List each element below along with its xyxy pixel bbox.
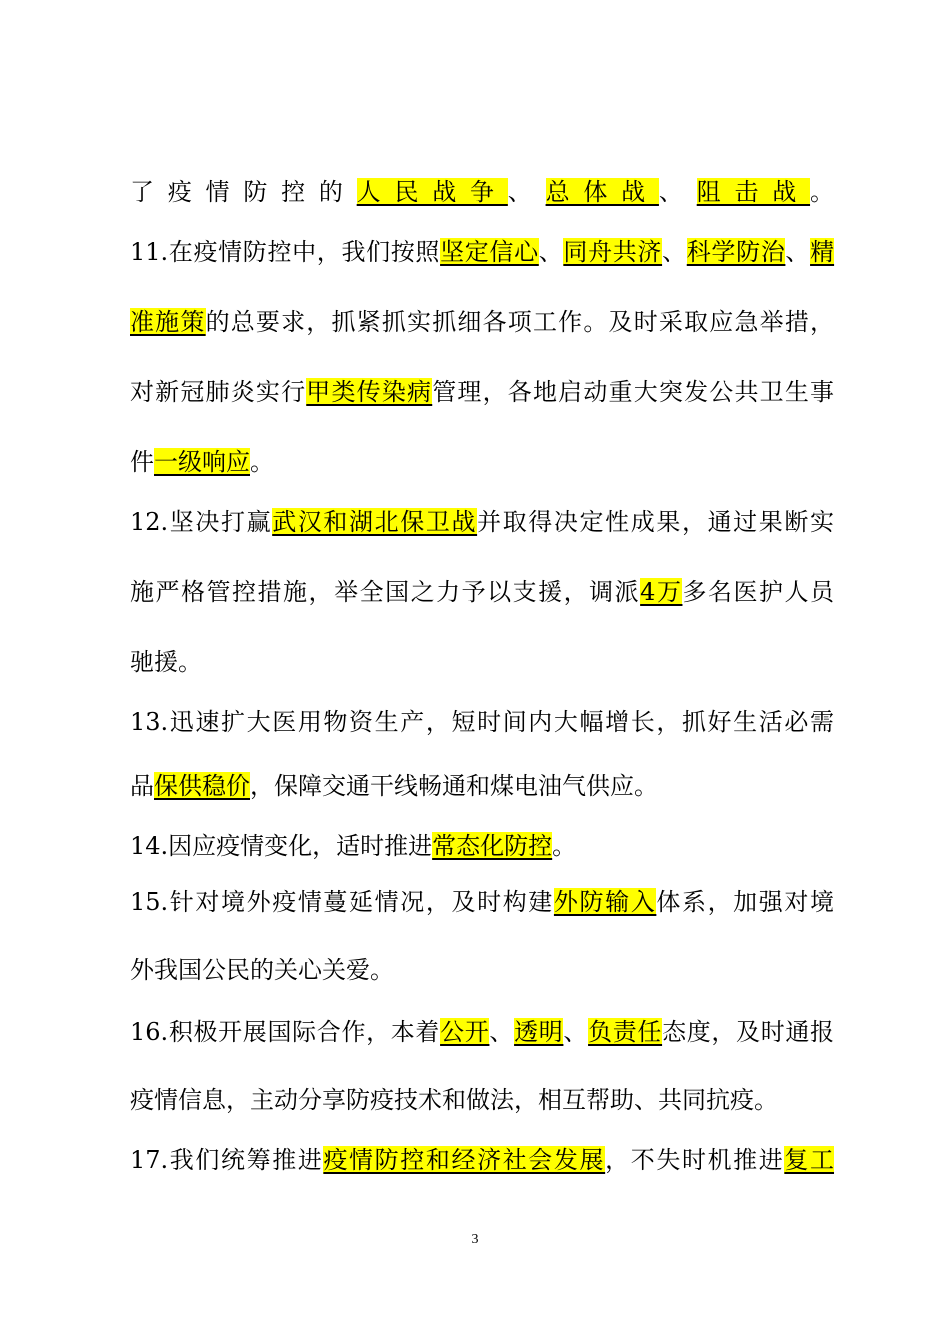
highlighted-keyword: 坚定信心 [440, 238, 539, 266]
text-span: ，不失时机推进 [605, 1146, 785, 1174]
highlighted-keyword: 公开 [440, 1018, 490, 1046]
text-span: 态度，及时通报 [662, 1018, 835, 1046]
text-span: 体系，加强对境 [656, 888, 835, 916]
text-span: 。 [250, 448, 274, 476]
text-line [130, 642, 834, 682]
highlighted-keyword: 保供稳价 [154, 772, 250, 800]
page-number: 3 [471, 1232, 479, 1247]
text-line [130, 950, 834, 990]
highlighted-keyword: 一级响应 [154, 448, 250, 476]
text-span: 的总要求，抓紧抓实抓细各项工作。及时采取应急举措， [205, 308, 835, 336]
text-line [130, 442, 834, 482]
text-span: 11.在疫情防控中，我们按照 [130, 238, 441, 266]
text-span: 、 [563, 1018, 589, 1046]
highlighted-keyword: 准施策 [130, 308, 206, 336]
highlighted-keyword: 精 [810, 238, 835, 266]
text-span: 。 [552, 832, 577, 860]
text-line [130, 766, 834, 806]
text-span: ，保障交通干线畅通和煤电油气供应。 [250, 772, 658, 800]
text-line [130, 232, 834, 272]
text-line [130, 702, 834, 742]
highlighted-keyword: 阻击战 [696, 178, 811, 206]
text-span: 了疫情防控的 [130, 178, 357, 206]
text-span: 、 [785, 238, 811, 266]
text-line [130, 302, 834, 342]
text-line [130, 172, 834, 212]
highlighted-keyword: 疫情防控和经济社会发展 [323, 1146, 606, 1174]
text-span: 。 [810, 178, 835, 206]
text-span: 、 [662, 238, 687, 266]
highlighted-keyword: 负责任 [588, 1018, 663, 1046]
text-span: 、 [507, 178, 546, 206]
text-line [130, 1080, 834, 1120]
text-span: 15.针对境外疫情蔓延情况，及时构建 [130, 888, 554, 916]
text-line [130, 1012, 834, 1052]
text-span: 、 [538, 238, 564, 266]
text-line [130, 502, 834, 542]
text-span: 对新冠肺炎实行 [130, 378, 307, 406]
text-line [130, 826, 834, 866]
highlighted-keyword: 同舟共济 [563, 238, 663, 266]
text-span: 品 [130, 772, 154, 800]
text-span: 件 [130, 448, 154, 476]
text-span: 、 [489, 1018, 515, 1046]
text-span: 12.坚决打赢 [130, 508, 273, 536]
highlighted-keyword: 4万 [640, 578, 683, 606]
highlighted-keyword: 科学防治 [686, 238, 786, 266]
highlighted-keyword: 外防输入 [553, 888, 657, 916]
highlighted-keyword: 透明 [514, 1018, 564, 1046]
text-line [130, 882, 834, 922]
text-span: 多名医护人员 [682, 578, 835, 606]
highlighted-keyword: 复工 [784, 1146, 835, 1174]
text-span: 14.因应疫情变化，适时推进 [130, 832, 433, 860]
text-span: 施严格管控措施，举全国之力予以支援，调派 [130, 578, 641, 606]
text-line [130, 572, 834, 612]
highlighted-keyword: 人民战争 [356, 178, 508, 206]
highlighted-keyword: 甲类传染病 [306, 378, 433, 406]
highlighted-keyword: 武汉和湖北保卫战 [272, 508, 478, 536]
text-span: 、 [658, 178, 697, 206]
text-span: 驰援。 [130, 648, 202, 676]
text-span: 外我国公民的关心关爱。 [130, 956, 394, 984]
text-span: 17.我们统筹推进 [130, 1146, 324, 1174]
text-span: 并取得决定性成果，通过果断实 [477, 508, 835, 536]
text-span: 16.积极开展国际合作，本着 [130, 1018, 441, 1046]
highlighted-keyword: 常态化防控 [432, 832, 553, 860]
text-span: 13.迅速扩大医用物资生产，短时间内大幅增长，抓好生活必需 [130, 708, 834, 736]
text-line [130, 1140, 834, 1180]
text-span: 管理，各地启动重大突发公共卫生事 [432, 378, 835, 406]
text-line [130, 372, 834, 412]
text-span: 疫情信息，主动分享防疫技术和做法，相互帮助、共同抗疫。 [130, 1086, 778, 1114]
highlighted-keyword: 总体战 [545, 178, 659, 206]
